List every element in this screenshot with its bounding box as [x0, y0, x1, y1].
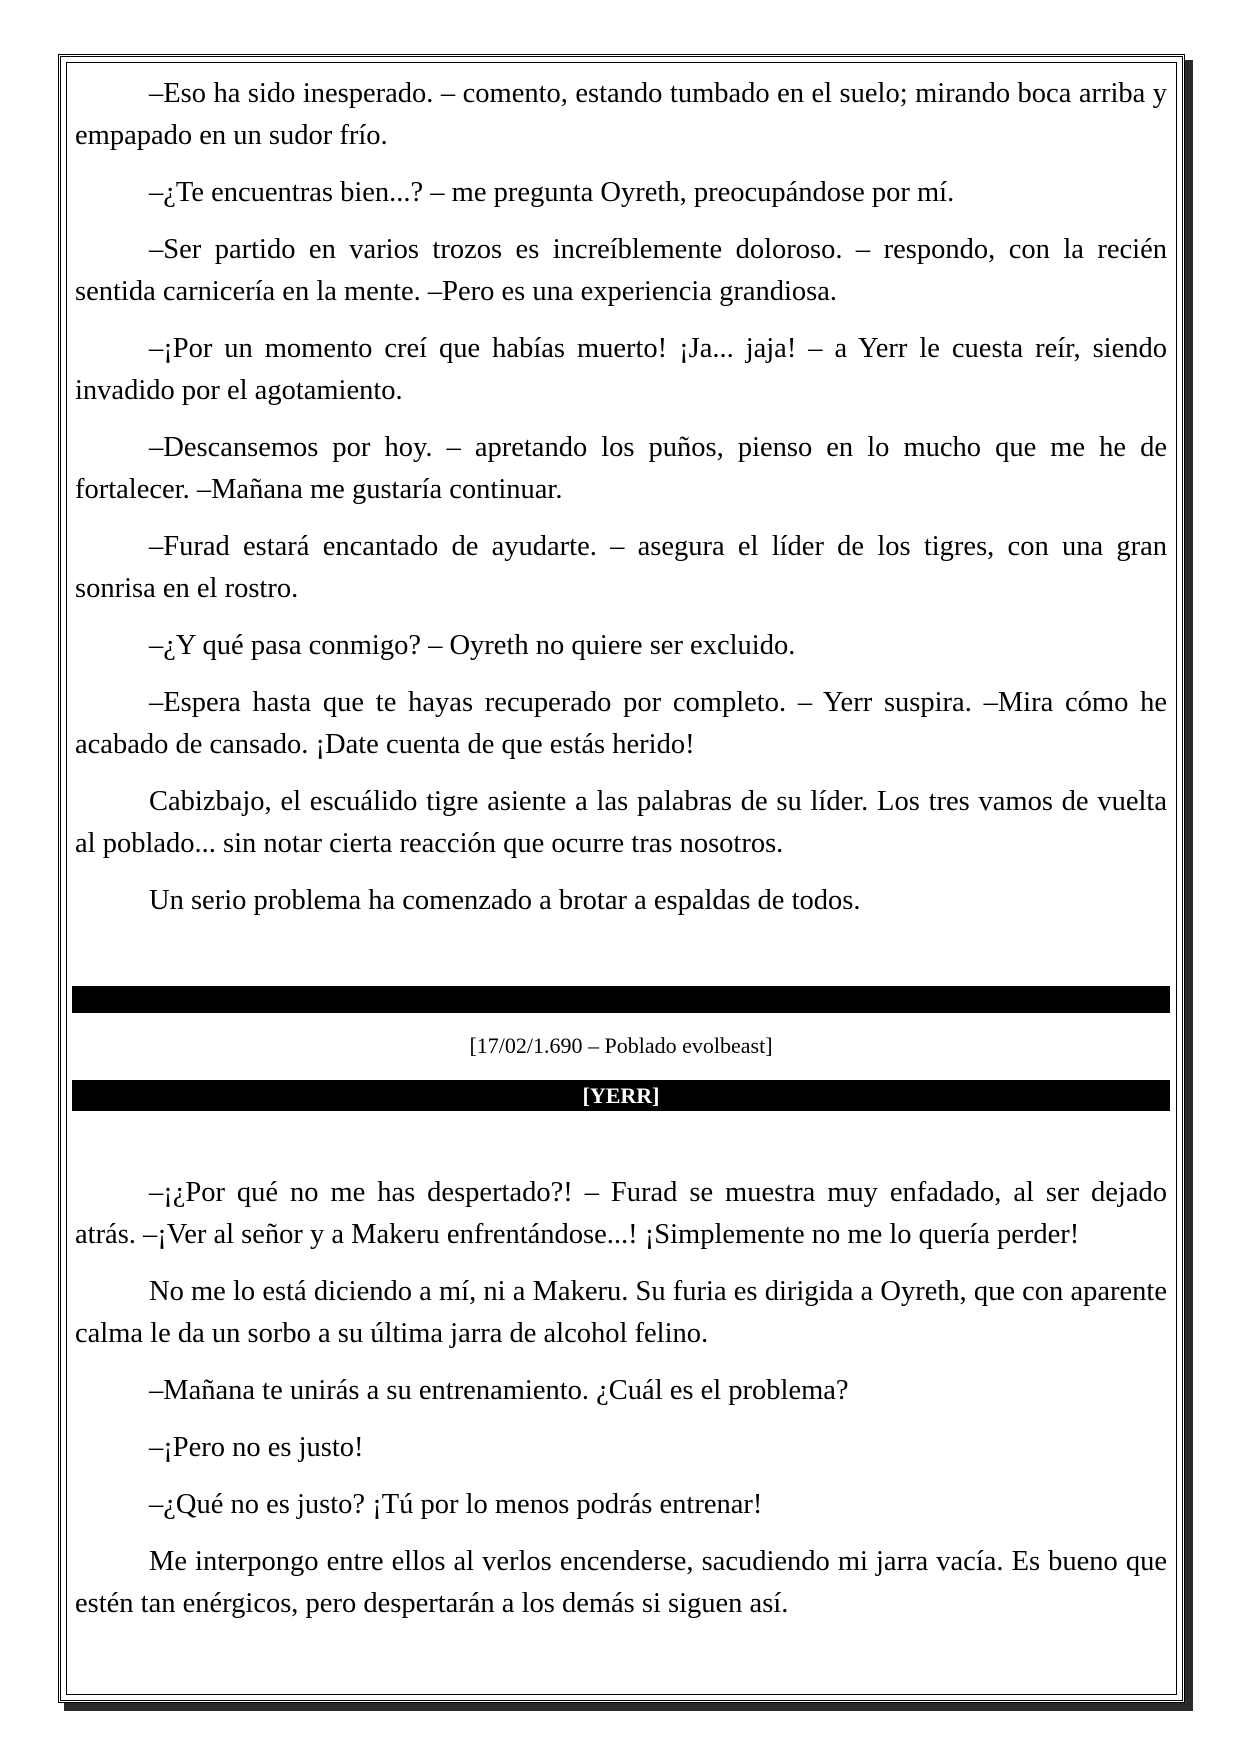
paragraph: Cabizbajo, el escuálido tigre asiente a las palabras de su líder. Los tres vamos de vuelta al poblado... sin notar cierta reacción que ocurre tras nosotros.	[75, 786, 1167, 859]
paragraph: Me interpongo entre ellos al verlos encenderse, sacudiendo mi jarra vacía. Es bueno que estén tan enérgicos, pero despertarán a los demás si siguen así.	[75, 1546, 1167, 1619]
section-1-text	[75, 73, 1167, 937]
paragraph: –¡¿Por qué no me has despertado?! – Furad se muestra muy enfadado, al ser dejado atrás. –¡Ver al señor y a Makeru enfrentándose...! ¡Simplemente no me lo quería perder!	[75, 1177, 1167, 1250]
paragraph: –¡Por un momento creí que habías muerto! ¡Ja... jaja! – a Yerr le cuesta reír, siendo invadido por el agotamiento.	[75, 333, 1167, 406]
scene-break-bar	[72, 986, 1170, 1013]
paragraph: –Eso ha sido inesperado. – comento, estando tumbado en el suelo; mirando boca arriba y empapado en un sudor frío.	[75, 78, 1167, 151]
paragraph: –Descansemos por hoy. – apretando los puños, pienso en lo mucho que me he de fortalecer. –Mañana me gustaría continuar.	[75, 432, 1167, 505]
paragraph: No me lo está diciendo a mí, ni a Makeru. Su furia es dirigida a Oyreth, que con aparente calma le da un sorbo a su última jarra de alcohol felino.	[75, 1276, 1167, 1349]
scene-character-header: [YERR]	[72, 1080, 1170, 1111]
scene-date-location: [17/02/1.690 – Poblado evolbeast]	[469, 1033, 773, 1058]
section-2-text	[75, 1172, 1167, 1640]
paragraph: –¿Y qué pasa conmigo? – Oyreth no quiere ser excluido.	[149, 630, 796, 661]
paragraph: –Mañana te unirás a su entrenamiento. ¿Cuál es el problema?	[149, 1375, 849, 1406]
paragraph: –Ser partido en varios trozos es increíblemente doloroso. – respondo, con la recién sentida carnicería en la mente. –Pero es una experiencia grandiosa.	[75, 234, 1167, 307]
paragraph: –¿Te encuentras bien...? – me pregunta Oyreth, preocupándose por mí.	[149, 177, 955, 208]
paragraph: –Furad estará encantado de ayudarte. – asegura el líder de los tigres, con una gran sonrisa en el rostro.	[75, 531, 1167, 604]
paragraph: Un serio problema ha comenzado a brotar a espaldas de todos.	[149, 885, 861, 916]
paragraph: –Espera hasta que te hayas recuperado por completo. – Yerr suspira. –Mira cómo he acabado de cansado. ¡Date cuenta de que estás herido!	[75, 687, 1167, 760]
paragraph: –¿Qué no es justo? ¡Tú por lo menos podrás entrenar!	[149, 1489, 763, 1520]
paragraph: –¡Pero no es justo!	[149, 1432, 364, 1463]
